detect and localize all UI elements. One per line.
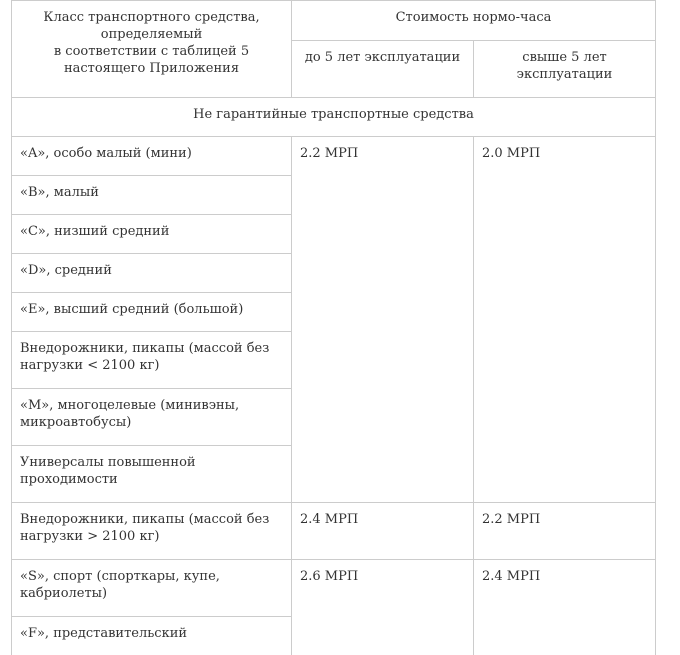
vehicle-class-text: «C», низший средний bbox=[20, 224, 170, 239]
vehicle-class-text: «F», представительский bbox=[20, 626, 188, 641]
rate-up-to-5-cell bbox=[292, 560, 474, 655]
vehicle-class-cell bbox=[12, 176, 292, 215]
vehicle-class-text: «B», малый bbox=[20, 185, 99, 200]
header-up-to-5-text: до 5 лет эксплуатации bbox=[304, 50, 461, 65]
header-over-5-years bbox=[474, 41, 656, 98]
vehicle-class-cell bbox=[12, 332, 292, 389]
vehicle-class-text: Универсалы повышенной проходимости bbox=[20, 455, 196, 487]
rate-up-to-5-cell bbox=[292, 137, 474, 503]
vehicle-class-text: Внедорожники, пикапы (массой без нагрузки > 2100 кг) bbox=[20, 512, 270, 544]
header-row bbox=[12, 1, 656, 41]
vehicle-class-text: «M», многоцелевые (минивэны, микроавтобусы) bbox=[20, 398, 240, 430]
header-up-to-5-years bbox=[292, 41, 474, 98]
section-row bbox=[12, 98, 656, 137]
table-row bbox=[12, 137, 656, 176]
vehicle-class-cell bbox=[12, 560, 292, 617]
section-title-text: Не гарантийные транспортные средства bbox=[193, 107, 474, 122]
header-vehicle-class-text: Класс транспортного средства, определяемый в соответствии с таблицей 5 настоящего Приложения bbox=[43, 10, 260, 76]
rate-up-to-5-text: 2.4 МРП bbox=[300, 512, 359, 527]
rate-up-to-5-text: 2.2 МРП bbox=[300, 146, 359, 161]
vehicle-class-text: «E», высший средний (большой) bbox=[20, 302, 244, 317]
vehicle-class-cell bbox=[12, 446, 292, 503]
header-cost-group-text: Стоимость нормо-часа bbox=[395, 10, 552, 25]
rate-over-5-cell bbox=[474, 503, 656, 560]
vehicle-class-text: «S», спорт (спорткары, купе, кабриолеты) bbox=[20, 569, 220, 601]
vehicle-class-text: «D», средний bbox=[20, 263, 112, 278]
vehicle-class-text: Внедорожники, пикапы (массой без нагрузки < 2100 кг) bbox=[20, 341, 270, 373]
table-row bbox=[12, 560, 656, 617]
rate-over-5-cell bbox=[474, 137, 656, 503]
rate-over-5-cell bbox=[474, 560, 656, 655]
vehicle-class-cell bbox=[12, 503, 292, 560]
vehicle-class-cell bbox=[12, 254, 292, 293]
vehicle-class-cell bbox=[12, 389, 292, 446]
rate-up-to-5-text: 2.6 МРП bbox=[300, 569, 359, 584]
vehicle-class-cell bbox=[12, 215, 292, 254]
vehicle-class-cell bbox=[12, 617, 292, 655]
table-row bbox=[12, 503, 656, 560]
section-title bbox=[12, 98, 656, 137]
rate-over-5-text: 2.0 МРП bbox=[482, 146, 541, 161]
header-cost-group bbox=[292, 1, 656, 41]
vehicle-class-text: «A», особо малый (мини) bbox=[20, 146, 192, 161]
rate-up-to-5-cell bbox=[292, 503, 474, 560]
header-vehicle-class bbox=[12, 1, 292, 98]
vehicle-class-cell bbox=[12, 293, 292, 332]
rate-over-5-text: 2.4 МРП bbox=[482, 569, 541, 584]
vehicle-class-cell bbox=[12, 137, 292, 176]
labor-hour-rates-table bbox=[11, 0, 656, 655]
header-over-5-text: свыше 5 лет эксплуатации bbox=[516, 50, 613, 82]
rate-over-5-text: 2.2 МРП bbox=[482, 512, 541, 527]
